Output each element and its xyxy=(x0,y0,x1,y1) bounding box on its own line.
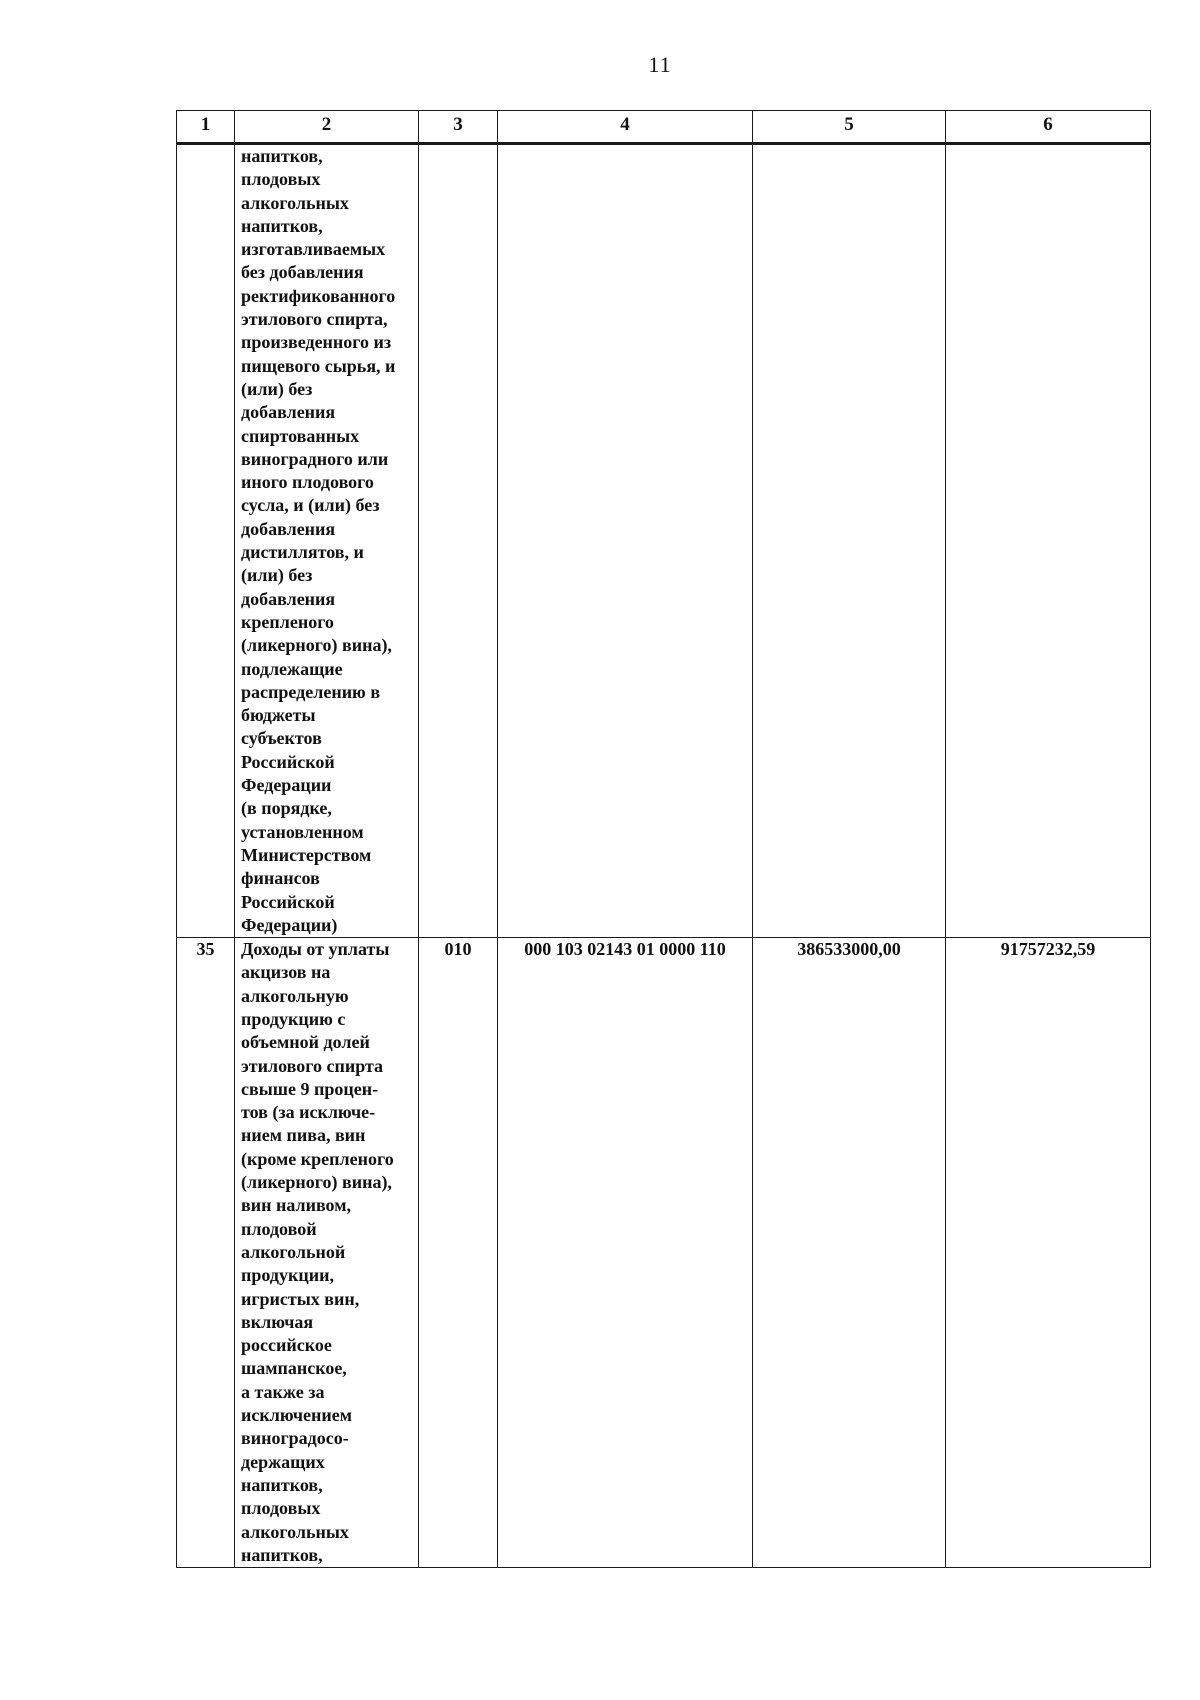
description-line: виноградосо- xyxy=(241,1428,349,1449)
description-line: российское xyxy=(241,1335,332,1356)
description-line: Министерством xyxy=(241,844,372,865)
description-line: пищевого сырья, и xyxy=(241,355,396,376)
column-header-3: 3 xyxy=(419,111,498,144)
description-line: алкогольную xyxy=(241,985,349,1006)
column-header-6: 6 xyxy=(946,111,1151,144)
description-line: ректификованного xyxy=(241,285,396,306)
description-line: без добавления xyxy=(241,262,364,283)
description-line: плодовых xyxy=(241,169,321,190)
description-line: бюджеты xyxy=(241,705,316,726)
description-line: финансов xyxy=(241,868,320,889)
description-line: вин наливом, xyxy=(241,1195,351,1216)
description-line: (или) без xyxy=(241,565,313,586)
description-line: спиртованных xyxy=(241,425,360,446)
description-line: алкогольных xyxy=(241,1521,349,1542)
description-line: субъектов xyxy=(241,728,322,749)
row-number xyxy=(177,144,235,938)
description-line: (кроме крепленого xyxy=(241,1148,394,1169)
description-line: (ликерного) вина), xyxy=(241,1172,392,1193)
description-line: крепленого xyxy=(241,611,334,632)
description-line: распределению в xyxy=(241,681,381,702)
description-line: исключением xyxy=(241,1405,353,1426)
column-header-5: 5 xyxy=(753,111,946,144)
description-line: плодовой xyxy=(241,1218,317,1239)
description-line: напитков, xyxy=(241,146,323,166)
row-executed-amount xyxy=(946,144,1151,938)
description-line: Федерации) xyxy=(241,914,338,935)
description-line: добавления xyxy=(241,402,336,423)
description-line: нием пива, вин xyxy=(241,1125,366,1146)
description-line: игристых вин, xyxy=(241,1288,360,1309)
description-line: (или) без xyxy=(241,378,313,399)
description-line: дистиллятов, и xyxy=(241,542,364,563)
description-line: виноградного или xyxy=(241,448,389,469)
description-line: плодовых xyxy=(241,1498,321,1519)
description-line: Российской xyxy=(241,751,335,772)
column-header-4: 4 xyxy=(498,111,753,144)
description-line: Доходы от уплаты xyxy=(241,939,390,960)
description-line: продукции, xyxy=(241,1265,334,1286)
column-header-2: 2 xyxy=(235,111,419,144)
row-code xyxy=(419,144,498,938)
description-line: алкогольной xyxy=(241,1241,346,1262)
description-line: напитков, xyxy=(241,1544,323,1565)
description-line: добавления xyxy=(241,518,336,539)
row-planned-amount xyxy=(753,144,946,938)
page-number: 11 xyxy=(648,52,672,77)
description-line: свыше 9 процен- xyxy=(241,1078,379,1099)
table-row xyxy=(177,144,1151,938)
row-kbk xyxy=(498,144,753,938)
revenue-table xyxy=(176,110,1151,1568)
description-line: объемной долей xyxy=(241,1032,370,1053)
row-code: 010 xyxy=(419,938,498,1568)
row-description xyxy=(235,938,419,1568)
description-line: напитков, xyxy=(241,1474,323,1495)
description-line: этилового спирта, xyxy=(241,309,388,330)
description-line: держащих xyxy=(241,1451,325,1472)
description-line: шампанское, xyxy=(241,1358,347,1379)
description-line: тов (за исключе- xyxy=(241,1102,376,1123)
row-kbk: 000 103 02143 01 0000 110 xyxy=(498,938,753,1568)
description-line: изготавливаемых xyxy=(241,239,386,260)
description-line: сусла, и (или) без xyxy=(241,495,380,516)
description-line: включая xyxy=(241,1311,314,1332)
description-line: акцизов на xyxy=(241,962,331,983)
description-line: этилового спирта xyxy=(241,1055,384,1076)
row-description xyxy=(235,144,419,938)
table-row xyxy=(177,938,1151,1568)
description-line: (в порядке, xyxy=(241,798,332,819)
column-header-1: 1 xyxy=(177,111,235,144)
description-line: (ликерного) вина), xyxy=(241,635,392,656)
description-line: добавления xyxy=(241,588,336,609)
description-line: Федерации xyxy=(241,775,332,796)
description-line: алкогольных xyxy=(241,192,349,213)
description-line: а также за xyxy=(241,1381,325,1402)
description-line: установленном xyxy=(241,821,364,842)
row-number: 35 xyxy=(177,938,235,1568)
row-planned-amount: 386533000,00 xyxy=(753,938,946,1568)
description-line: Российской xyxy=(241,891,335,912)
table-header-row xyxy=(177,111,1151,144)
description-line: напитков, xyxy=(241,215,323,236)
description-line: произведенного из xyxy=(241,332,392,353)
description-line: иного плодового xyxy=(241,472,374,493)
row-executed-amount: 91757232,59 xyxy=(946,938,1151,1568)
description-line: подлежащие xyxy=(241,658,343,679)
description-line: продукцию с xyxy=(241,1008,346,1029)
